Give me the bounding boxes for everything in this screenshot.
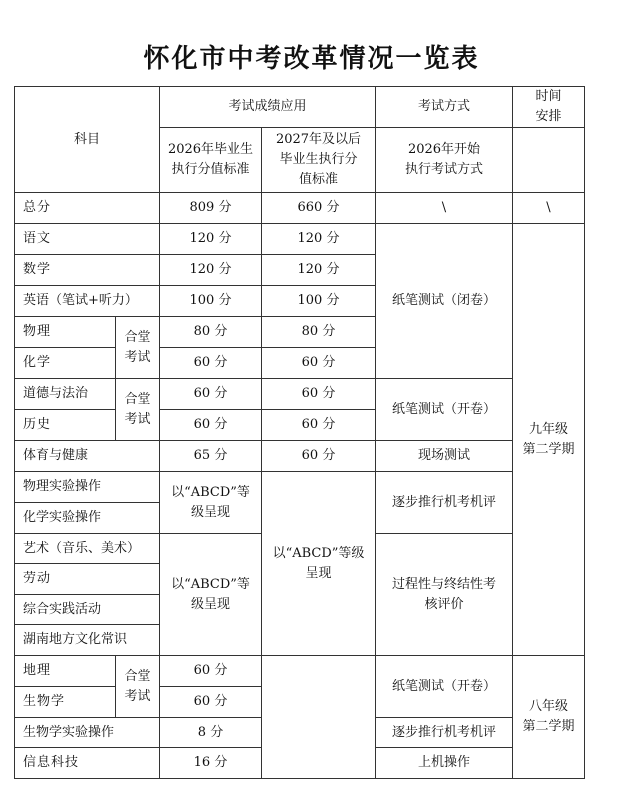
subject-chinese: 语文: [15, 224, 160, 255]
subject-math: 数学: [15, 255, 160, 286]
score-2026-bio-lab: 8 分: [160, 718, 262, 748]
arts-abcd-grade: 以“ABCD”等 级呈现: [160, 534, 262, 656]
header-2027-standard: 2027年及以后 毕业生执行分 值标准: [262, 128, 376, 193]
subject-hunan-culture: 湖南地方文化常识: [15, 625, 160, 656]
subject-physics-lab: 物理实验操作: [15, 472, 160, 503]
subject-history: 历史: [15, 410, 116, 441]
header-schedule: 时间 安排: [513, 87, 585, 128]
method-it: 上机操作: [376, 748, 513, 779]
subject-practice: 综合实践活动: [15, 595, 160, 625]
subject-bio-lab: 生物学实验操作: [15, 718, 160, 748]
score-2026-biology: 60 分: [160, 687, 262, 718]
reform-table: [14, 86, 585, 779]
score-2027-ethics: 60 分: [262, 379, 376, 410]
score-2026-math: 120 分: [160, 255, 262, 286]
score-2026-chemistry: 60 分: [160, 348, 262, 379]
joint-exam-label-2: 合堂 考试: [116, 379, 160, 441]
method-bio-lab: 逐步推行机考机评: [376, 718, 513, 748]
score-2027-total: 660 分: [262, 193, 376, 224]
method-closed-book: 纸笔测试（闭卷）: [376, 224, 513, 379]
header-score-application: 考试成绩应用: [160, 87, 376, 128]
joint-exam-label-3: 合堂 考试: [116, 656, 160, 718]
score-2027-english: 100 分: [262, 286, 376, 317]
joint-exam-label-1: 合堂 考试: [116, 317, 160, 379]
method-arts: 过程性与终结性考 核评价: [376, 534, 513, 656]
subject-arts: 艺术（音乐、美术）: [15, 534, 160, 564]
subject-english: 英语（笔试+听力）: [15, 286, 160, 317]
method-open-book-1: 纸笔测试（开卷）: [376, 379, 513, 441]
score-2026-physics: 80 分: [160, 317, 262, 348]
score-2026-english: 100 分: [160, 286, 262, 317]
subject-it: 信息科技: [15, 748, 160, 779]
header-subject: 科目: [15, 87, 160, 193]
schedule-grade9: 九年级 第二学期: [513, 224, 585, 656]
subject-biology: 生物学: [15, 687, 116, 718]
header-2026-method: 2026年开始 执行考试方式: [376, 128, 513, 193]
subject-chemistry-lab: 化学实验操作: [15, 503, 160, 534]
score-2026-ethics: 60 分: [160, 379, 262, 410]
subject-labor: 劳动: [15, 564, 160, 595]
method-total: \: [376, 193, 513, 224]
score-2026-history: 60 分: [160, 410, 262, 441]
schedule-grade8: 八年级 第二学期: [513, 656, 585, 779]
subject-ethics: 道德与法治: [15, 379, 116, 410]
score-2027-chemistry: 60 分: [262, 348, 376, 379]
score-2027-chinese: 120 分: [262, 224, 376, 255]
score-2026-pe: 65 分: [160, 441, 262, 472]
score-2026-chinese: 120 分: [160, 224, 262, 255]
score-2027-physics: 80 分: [262, 317, 376, 348]
score-2026-geography: 60 分: [160, 656, 262, 687]
subject-total: 总分: [15, 193, 160, 224]
score-2027-math: 120 分: [262, 255, 376, 286]
score-2027-abcd-combined: 以“ABCD”等级 呈现: [262, 472, 376, 656]
page-title: 怀化市中考改革情况一览表: [143, 44, 480, 74]
method-lab: 逐步推行机考机评: [376, 472, 513, 534]
lab-abcd-grade: 以“ABCD”等 级呈现: [160, 472, 262, 534]
score-2027-empty: [262, 656, 376, 779]
schedule-total: \: [513, 193, 585, 224]
method-pe: 现场测试: [376, 441, 513, 472]
score-2026-it: 16 分: [160, 748, 262, 779]
score-2027-pe: 60 分: [262, 441, 376, 472]
score-2026-total: 809 分: [160, 193, 262, 224]
header-2026-standard: 2026年毕业生 执行分值标准: [160, 128, 262, 193]
header-schedule-empty: [513, 128, 585, 193]
subject-pe: 体育与健康: [15, 441, 160, 472]
subject-chemistry: 化学: [15, 348, 116, 379]
subject-geography: 地理: [15, 656, 116, 687]
subject-physics: 物理: [15, 317, 116, 348]
score-2027-history: 60 分: [262, 410, 376, 441]
header-exam-method: 考试方式: [376, 87, 513, 128]
method-open-book-2: 纸笔测试（开卷）: [376, 656, 513, 718]
